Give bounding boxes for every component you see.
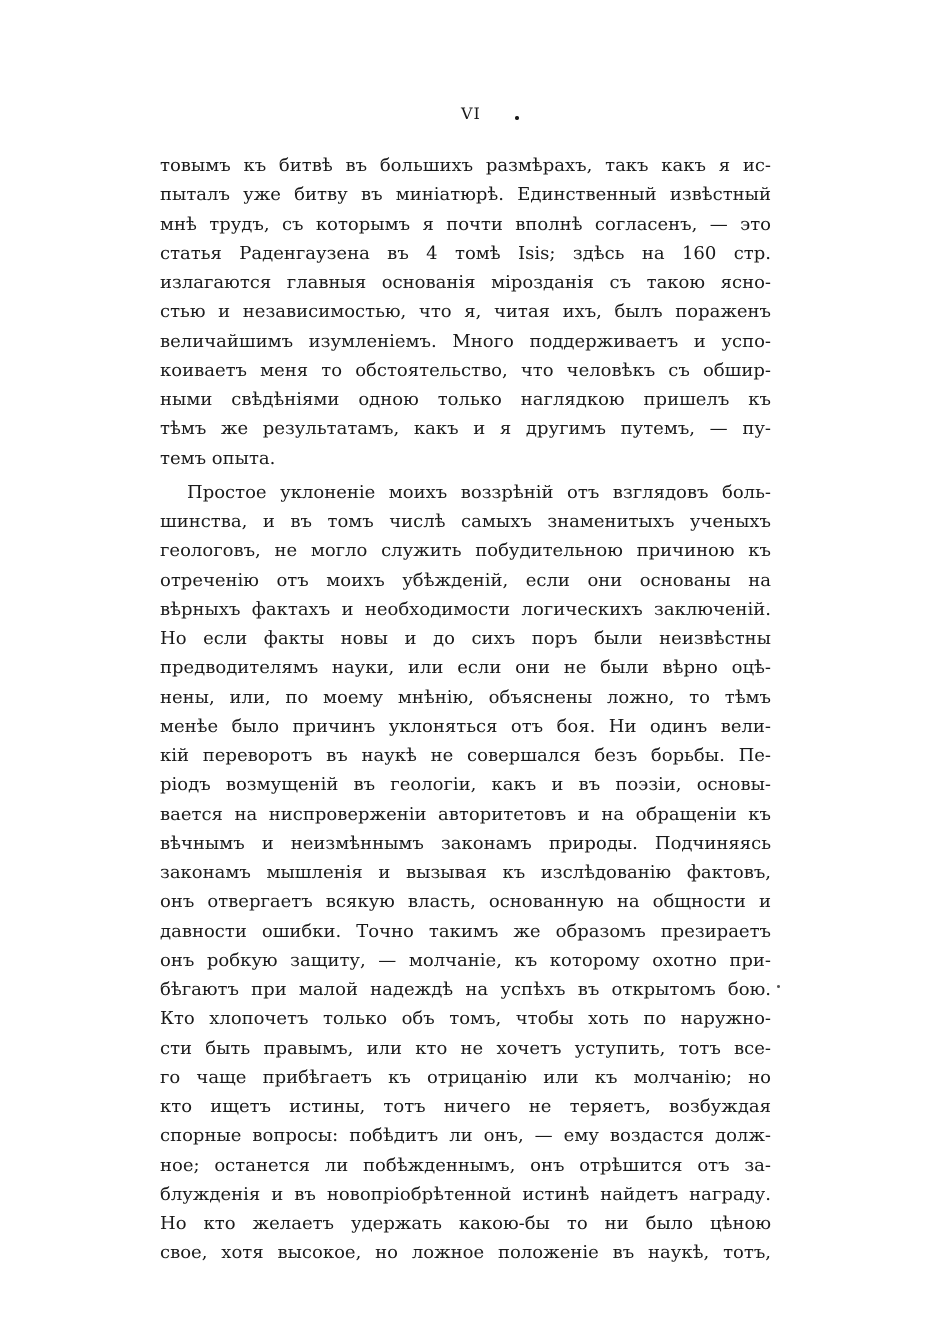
text-line: отреченію отъ моихъ убѣжденій, если они основаны на (160, 569, 771, 591)
text-line: спорные вопросы: побѣдитъ ли онъ, — ему воздастся долж- (160, 1125, 771, 1147)
text-line: Но кто желаетъ удержать какою-бы то ни было цѣною (160, 1213, 771, 1234)
text-line: сти быть правымъ, или кто не хочетъ уступить, тотъ все- (160, 1037, 771, 1059)
text-line: пыталъ уже битву въ миніатюрѣ. Единственный извѣстный (160, 184, 771, 206)
body-text (160, 151, 771, 1268)
running-head (0, 104, 936, 130)
text-line: величайшимъ изумленіемъ. Много поддерживаетъ и успо- (160, 330, 771, 352)
text-line: Простое уклоненіе моихъ воззрѣній отъ взглядовъ боль- (187, 481, 771, 503)
page-number: VI (461, 104, 481, 123)
head-mark (515, 116, 519, 120)
text-line: излагаются главныя основанія мірозданія съ такою ясно- (160, 272, 771, 293)
text-line: онъ отвергаетъ всякую власть, основанную на общности и (160, 891, 771, 913)
text-line: бѣгаютъ при малой надеждѣ на успѣхъ въ открытомъ бою. (160, 979, 771, 1000)
text-line: коиваетъ меня то обстоятельство, что человѣкъ съ обшир- (160, 359, 771, 381)
text-line: ными свѣдѣніями одною только наглядкою пришелъ къ (160, 389, 771, 410)
text-line: го чаще прибѣгаетъ къ отрицанію или къ молчанію; но (160, 1066, 771, 1088)
text-line: ное; останется ли побѣжденнымъ, онъ отрѣшится отъ за- (160, 1154, 771, 1176)
text-line: вается на ниспроверженіи авторитетовъ и на обращеніи къ (160, 803, 771, 825)
text-line: мнѣ трудъ, съ которымъ я почти вполнѣ согласенъ, — это (160, 213, 771, 235)
paragraph-2 (160, 478, 771, 1268)
text-line: менѣе было причинъ уклоняться отъ боя. Ни одинъ вели- (160, 715, 771, 737)
text-line: нены, или, по моему мнѣнію, объяснены ложно, то тѣмъ (160, 686, 771, 708)
text-line: тѣмъ же результатамъ, какъ и я другимъ путемъ, — пу- (160, 418, 771, 440)
paragraph-1 (160, 151, 771, 473)
text-line: вѣчнымъ и неизмѣннымъ законамъ природы. Подчиняясь (160, 832, 771, 854)
text-line: давности ошибки. Точно такимъ же образомъ презираетъ (160, 920, 771, 942)
text-line: свое, хотя высокое, но ложное положеніе въ наукѣ, тотъ, (160, 1242, 771, 1264)
text-line: вѣрныхъ фактахъ и необходимости логическихъ заключеній. (160, 598, 771, 620)
text-line: геологовъ, не могло служить побудительною причиною къ (160, 540, 771, 562)
text-line: предводителямъ науки, или если они не были вѣрно оцѣ- (160, 657, 771, 679)
text-line: законамъ мышленія и вызывая къ изслѣдованію фактовъ, (160, 862, 771, 883)
text-line: стью и независимостью, что я, читая ихъ, былъ пораженъ (160, 301, 771, 323)
print-speck (777, 985, 780, 988)
text-line: шинства, и въ томъ числѣ самыхъ знаменитыхъ ученыхъ (160, 511, 771, 532)
text-line: кто ищетъ истины, тотъ ничего не теряетъ, возбуждая (160, 1096, 771, 1117)
text-line: Но если факты новы и до сихъ поръ были неизвѣстны (160, 628, 771, 649)
text-line: блужденія и въ новопріобрѣтенной истинѣ найдетъ награду. (160, 1183, 771, 1205)
text-line: онъ робкую защиту, — молчаніе, къ которому охотно при- (160, 949, 771, 971)
text-line: темъ опыта. (160, 447, 276, 469)
text-line: Кто хлопочетъ только объ томъ, чтобы хоть по наружно- (160, 1008, 771, 1030)
text-line: кій переворотъ въ наукѣ не совершался безъ борьбы. Пе- (160, 745, 771, 766)
text-line: статья Раденгаузена въ 4 томѣ Isis; здѣсь на 160 стр. (160, 242, 771, 264)
text-line: товымъ къ битвѣ въ большихъ размѣрахъ, такъ какъ я ис- (160, 155, 771, 176)
text-line: ріодъ возмущеній въ геологіи, какъ и въ поэзіи, основы- (160, 774, 771, 796)
